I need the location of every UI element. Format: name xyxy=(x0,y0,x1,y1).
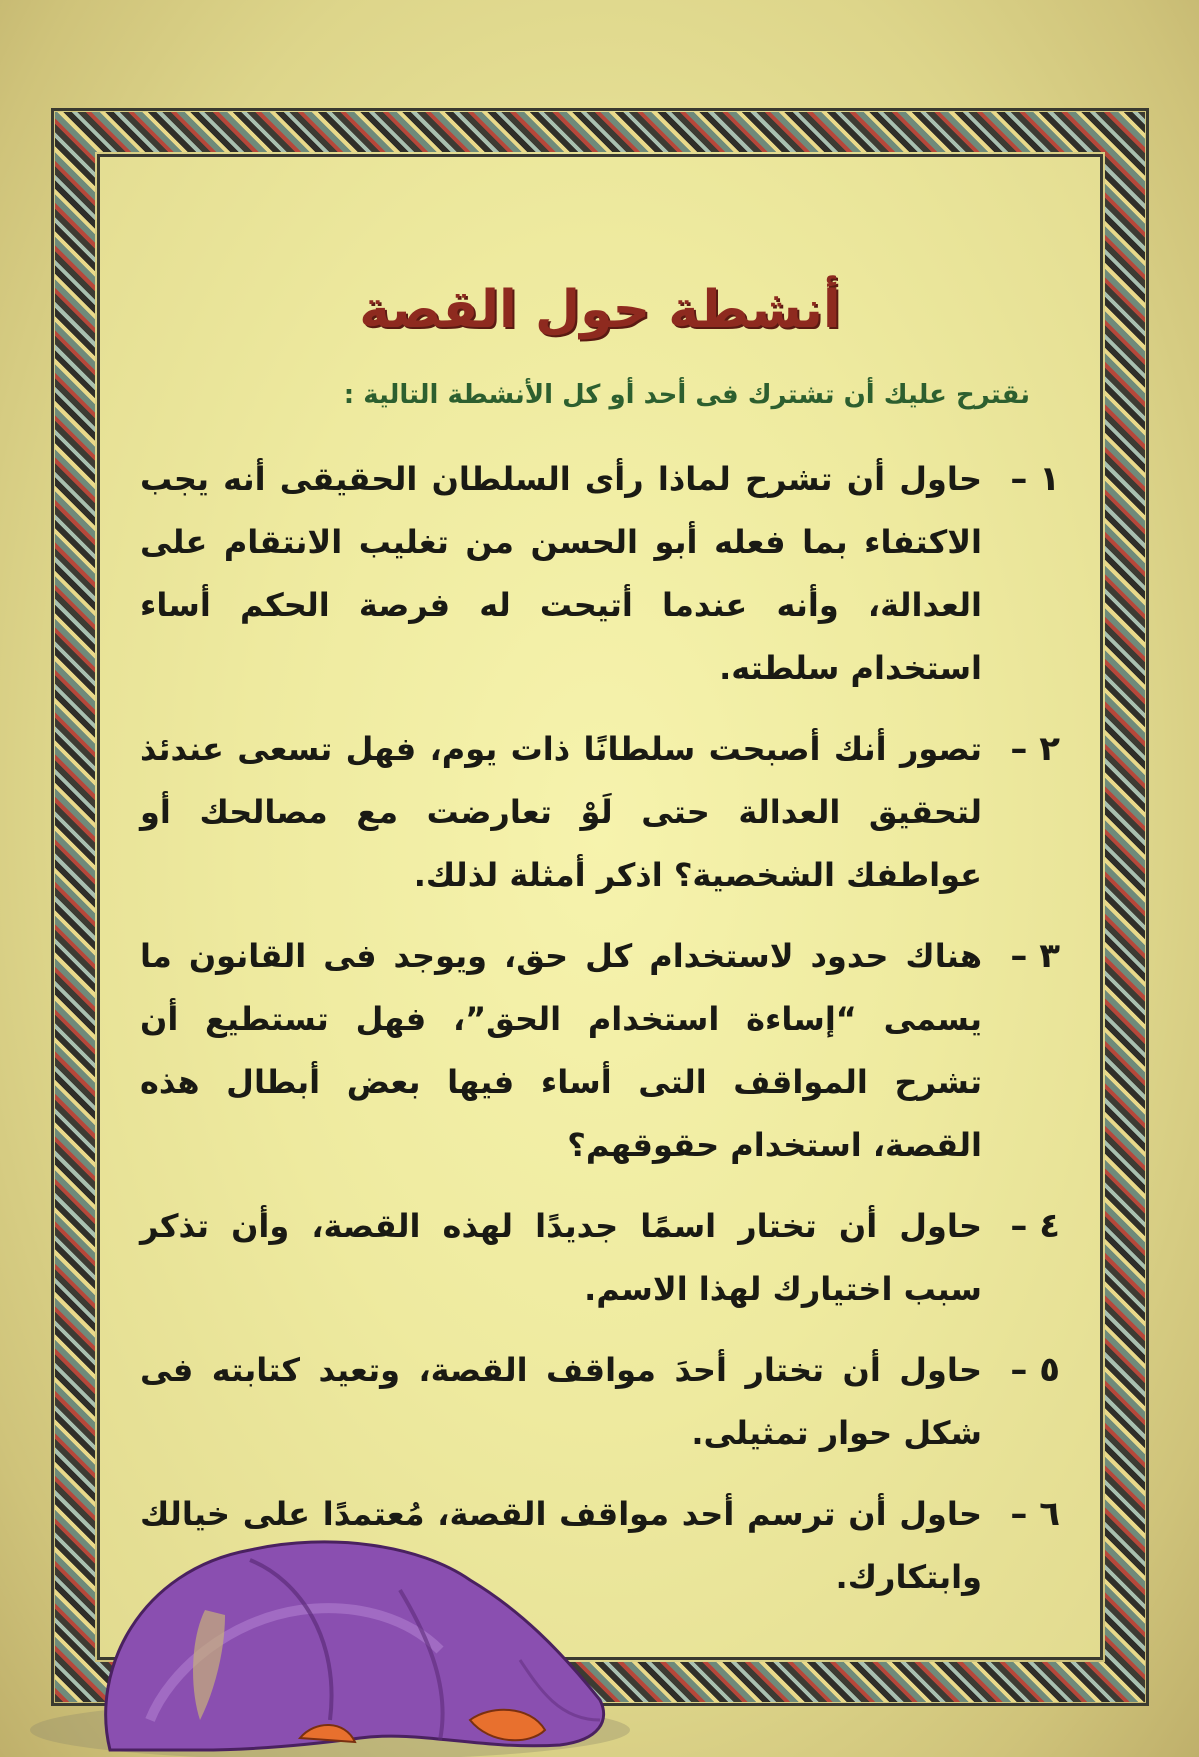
activity-item-1 xyxy=(140,448,1060,700)
activity-item-3 xyxy=(140,925,1060,1177)
activity-text: حاول أن تختار اسمًا جديدًا لهذه القصة، وأن تذكر سبب اختيارك لهذا الاسم. xyxy=(140,1207,982,1308)
activity-text: حاول أن ترسم أحد مواقف القصة، مُعتمدًا على خيالك وابتكارك. xyxy=(140,1495,982,1596)
activity-number: ١ – xyxy=(1010,459,1060,499)
activity-text: هناك حدود لاستخدام كل حق، ويوجد فى القانون ما يسمى “إساءة استخدام الحق”، فهل تستطيع أن تشرح المواقف التى أساء فيها بعض أبطال هذه القصة، استخدام حقوقهم؟ xyxy=(140,937,982,1164)
activity-number: ٤ – xyxy=(1010,1206,1060,1246)
activity-number: ٢ – xyxy=(1010,729,1060,769)
purple-cloth-icon xyxy=(0,1420,640,1757)
activity-item-2 xyxy=(140,718,1060,907)
intro-text: نقترح عليك أن تشترك فى أحد أو كل الأنشطة التالية : xyxy=(343,380,1030,410)
activity-text: حاول أن تشرح لماذا رأى السلطان الحقيقى أنه يجب الاكتفاء بما فعله أبو الحسن من تغليب الانتقام على العدالة، وأنه عندما أتيحت له فرصة الحكم أساء استخدام سلطته. xyxy=(140,460,982,687)
activity-text: تصور أنك أصبحت سلطانًا ذات يوم، فهل تسعى عندئذ لتحقيق العدالة حتى لَوْ تعارضت مع مصالحك أو عواطفك الشخصية؟ اذكر أمثلة لذلك. xyxy=(140,730,982,894)
activity-number: ٦ – xyxy=(1010,1494,1060,1534)
page-title: أنشطة حول القصة xyxy=(359,280,841,340)
activity-text: حاول أن تختار أحدَ مواقف القصة، وتعيد كتابته فى شكل حوار تمثيلى. xyxy=(140,1351,982,1452)
activity-number: ٥ – xyxy=(1010,1350,1060,1390)
activity-number: ٣ – xyxy=(1010,936,1060,976)
activity-item-4 xyxy=(140,1195,1060,1321)
